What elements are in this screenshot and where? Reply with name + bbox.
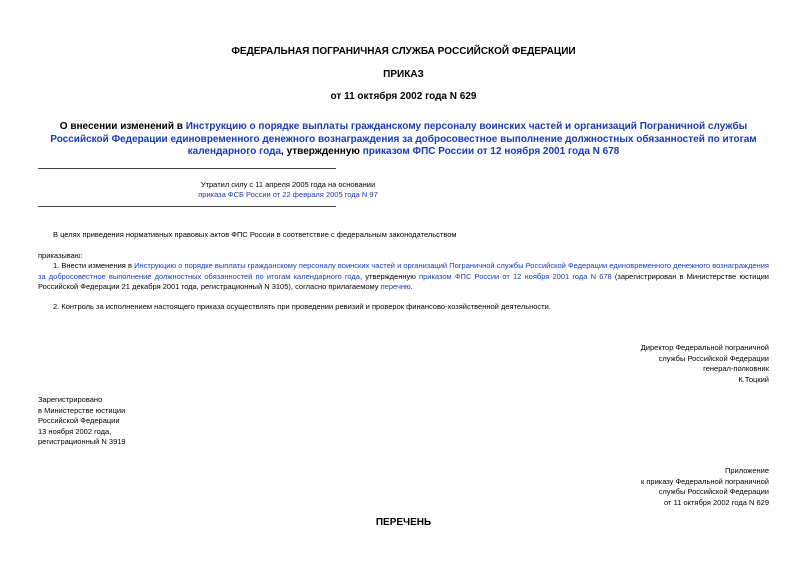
doc-date-number: от 11 октября 2002 года N 629	[330, 91, 477, 102]
status-note-link[interactable]: приказа ФСБ России от 22 февраля 2005 года N 97	[198, 190, 378, 199]
appendix-block	[641, 466, 769, 508]
title-middle: , утвержденную	[281, 146, 363, 157]
p1-text-b: , утвержденную	[359, 271, 420, 281]
registration-line: 13 ноября 2002 года,	[38, 426, 112, 436]
signature-line: службы Российской Федерации	[658, 353, 769, 363]
paragraph-1	[38, 261, 769, 293]
p1-text-a: 1. Внести изменения в	[53, 261, 135, 270]
divider-top	[38, 168, 336, 169]
registration-block	[38, 395, 126, 448]
agency-header: ФЕДЕРАЛЬНАЯ ПОГРАНИЧНАЯ СЛУЖБА РОССИЙСКОЙ ФЕДЕРАЦИИ	[231, 46, 576, 57]
registration-line: в Министерстве юстиции	[38, 405, 126, 415]
appendix-line: от 11 октября 2002 года N 629	[664, 497, 769, 507]
registration-line: регистрационный N 3919	[38, 437, 126, 446]
p1-text-c: (зарегистрирован в Министерстве юстиции Российской Федерации 21 декабря 2001 года, регистрационный N 3105), согласно прилагаемому	[38, 271, 769, 291]
p1-order-link[interactable]: приказом ФПС России от 12 ноября 2001 года N 678	[419, 271, 612, 281]
document-title	[44, 121, 763, 159]
intro-paragraph: В целях приведения нормативных правовых актов ФПС России в соответствие с федеральным законодательством	[53, 230, 457, 239]
divider-bottom	[38, 206, 336, 207]
p1-text-d: .	[410, 282, 413, 291]
registration-line: Зарегистрировано	[38, 395, 103, 404]
appendix-line: Приложение	[725, 466, 769, 475]
title-prefix: О внесении изменений в	[59, 121, 186, 132]
registration-line: Российской Федерации	[38, 416, 120, 425]
signature-line: Директор Федеральной пограничной	[640, 343, 769, 352]
status-note-text: Утратил силу с 11 апреля 2005 года на основании	[200, 180, 376, 189]
signature-block	[641, 343, 769, 385]
title-order-link[interactable]: приказом ФПС России от 12 ноября 2001 года N 678	[362, 146, 620, 157]
paragraph-2: 2. Контроль за исполнением настоящего приказа осуществлять при проведении ревизий и проверок финансово-хозяйственной деятельности.	[53, 302, 551, 311]
p1-instruction-link[interactable]: Инструкцию о порядке выплаты гражданскому персоналу воинских частей и организаций Пограничной службы Российской Федерации единовременного денежного вознаграждения за добросовестное выполнение должностных обязанностей по итогам календарного года	[38, 261, 769, 281]
p1-list-link[interactable]: перечню	[380, 282, 411, 291]
title-instruction-link[interactable]: Инструкцию о порядке выплаты гражданскому персоналу воинских частей и организаций Пограничной службы Российской Федерации единовременного денежного вознаграждения за добросовестное выполнение должностных обязанностей по итогам календарного года	[50, 121, 757, 157]
doc-type: ПРИКАЗ	[383, 69, 424, 80]
signature-line: генерал-полковник	[703, 364, 769, 373]
appendix-line: к приказу Федеральной пограничной	[640, 476, 769, 486]
appendix-line: службы Российской Федерации	[658, 487, 769, 496]
status-note	[38, 180, 538, 200]
list-heading: ПЕРЕЧЕНЬ	[375, 517, 432, 528]
signature-name: К.Тоцкий	[738, 374, 769, 384]
order-word: приказываю:	[38, 251, 83, 260]
